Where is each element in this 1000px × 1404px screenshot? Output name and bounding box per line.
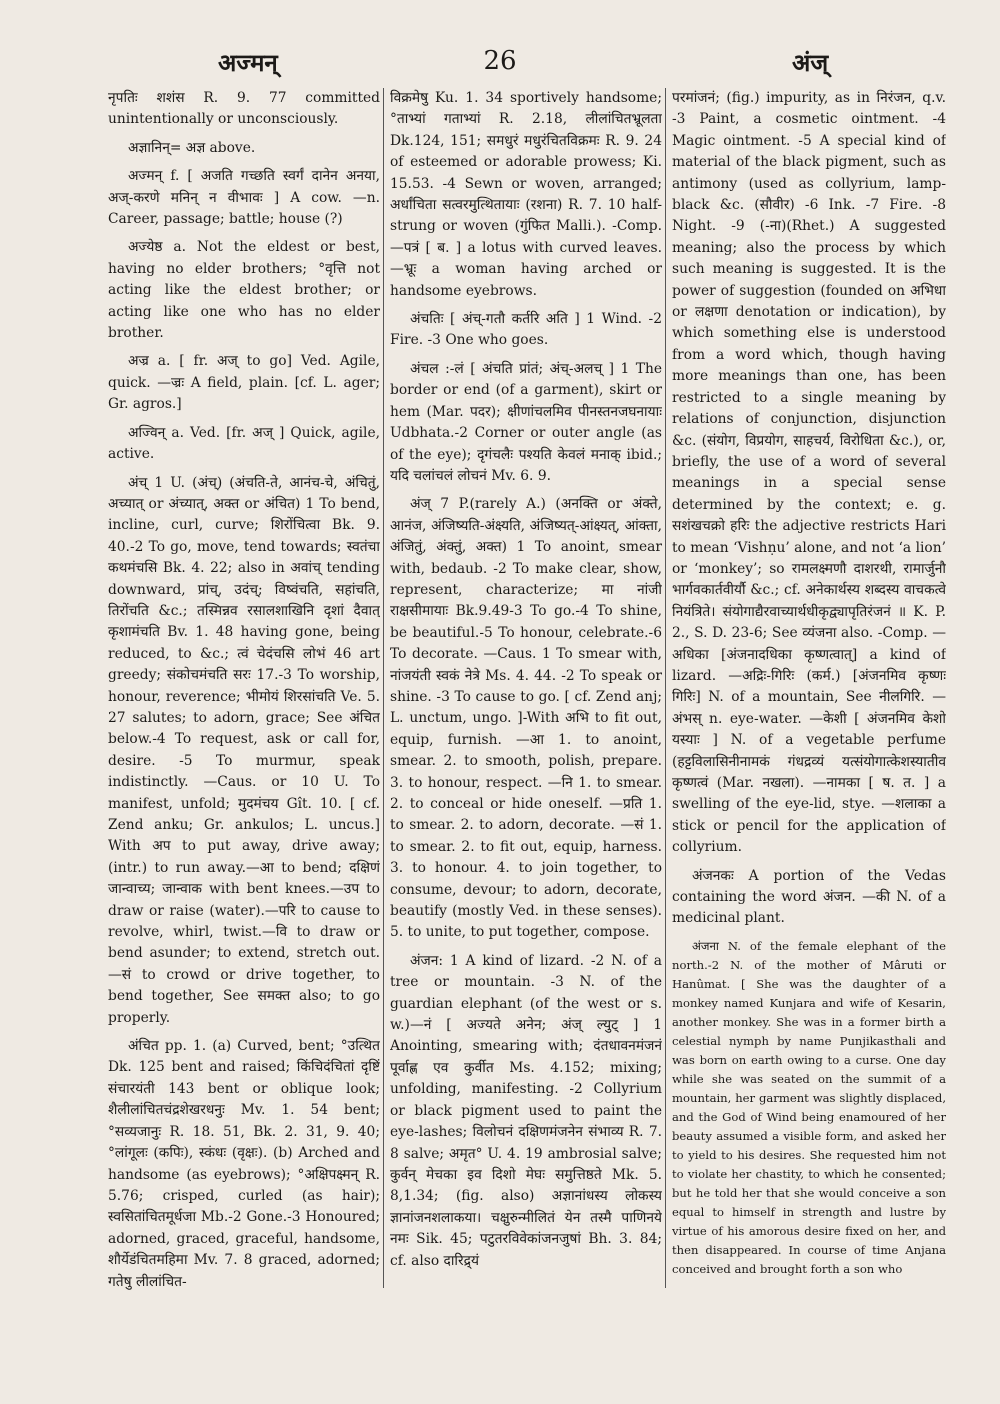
column-rule-left: [383, 88, 384, 1288]
dictionary-entry: अंजना N. of the female elephant of the north.-2 N. of the mother of Mâruti or Hanûmat. [ She was the daughter of a monkey named Kunjara and wife of Kesarin, another monkey. She was in a former birth a celestial nymph by name Punjikasthali and was born on earth owing to a curse. One day while she was seated on the summit of a mountain, her garment was slightly displaced, and the God of Wind being enamoured of her beauty assumed a visible form, and asked her to yield to his desires. She requested him not to violate her chastity, to which he consented; but he told her that she would conceive a son equal to himself in strength and lustre by virtue of his amorous desire fixed on her, and then disappeared. In course of time Anjana conceived and brought forth a son who: [672, 938, 946, 1276]
column-2: [390, 88, 662, 1328]
dictionary-entry: अज्ञानिन्= अज्ञ above.: [128, 139, 256, 156]
dictionary-entry: अज्विन् a. Ved. [fr. अज् ] Quick, agile, active.: [108, 424, 380, 463]
column-1: [108, 88, 380, 1328]
dictionary-entry: अज्मन् f. [ अजति गच्छति स्वर्गं दानेन अनया, अज्-करणे मनिन् न वीभावः ] A cow. —n. Career, passage; battle; house (?): [108, 168, 380, 228]
dictionary-entry: अंचित pp. 1. (a) Curved, bent; °उत्थित Dk. 125 bent and raised; किंचिदंचितां दृष्टिं संचारयंती 143 bent or oblique look; शैलीलांचितचंद्रशेखरधनुः Mv. 1. 54 bent; °सव्यजानुः R. 18. 51, Bk. 2. 31, 9. 40; °लांगूलः (कपिः), स्कंधः (वृक्षः). (b) Arched and handsome (as eyebrows); °अक्षिपक्ष्मन् R. 5.76; crisped, curled (as hair); स्वसितांचितमूर्धजा Mb.-2 Gone.-3 Honoured; adorned, graced, graceful, handsome, शौर्येडंचितमहिमा Mv. 7. 8 graced, adorned; गतेषु लीलांचित-: [108, 1038, 380, 1290]
dictionary-entry: अज्येष्ठ a. Not the eldest or best, having no elder brothers; °वृत्ति not acting like the eldest brother; or acting like one who has no elder brother.: [108, 239, 380, 342]
page-number: 26: [483, 46, 517, 76]
dictionary-entry: अंचल :-लं [ अंचति प्रांतं; अंच्-अलच् ] 1 The border or end (of a garment), skirt or hem (Mar. पदर); क्षीणांचलमिव पीनस्तनजघनायाः Udbhata.-2 Corner or outer angle (as of the eye); दृगंचलैः पश्यति केवलं मनाक् ibid.; यदि चलांचलं लोचनं Mv. 6. 9.: [390, 360, 662, 484]
dictionary-entry: विक्रमेषु Ku. 1. 34 sportively handsome; °ताभ्यां गताभ्यां R. 2.18, लीलांचितभ्रूलता Dk.124, 151; समधुरं मधुरंचितविक्रमः R. 9. 24 of esteemed or adorable prowess; Ki. 15.53. -4 Sewn or woven, arranged; अर्धांचिता सत्वरमुत्थितायाः (रशना) R. 7. 10 half-strung or woven (गुंफित Malli.). -Comp. —पत्रं [ ब. ] a lotus with curved leaves. —भ्रूः a woman having arched or handsome eyebrows.: [390, 90, 662, 299]
column-rule-right: [665, 88, 666, 1288]
dictionary-entry: अंज् 7 P.(rarely A.) (अनक्ति or अंक्ते, आनंज, अंजिष्यति-अंक्ष्यति, अंजिष्यत्-आंक्ष्यत्, आंक्ता, अंजितुं, अंक्तुं, अक्त) 1 To anoint, smear with, bedaub. -2 To make clear, show, represent, characterize; मा नांजी राक्षसीमायाः Bk.9.49-3 To go.-4 To shine, be beautiful.-5 To honour, celebrate.-6 To decorate. —Caus. 1 To smear with, नांजयंती स्वकं नेत्रे Ms. 4. 44. -2 To speak or shine. -3 To cause to go. [ cf. Zend anj; L. unctum, ungo. ]-With अभि to fit out, equip, furnish. —आ 1. to anoint, smear. 2. to smooth, polish, prepare. 3. to honour, respect. —नि 1. to smear. 2. to conceal or hide oneself. —प्रति 1. to smear. 2. to adorn, decorate. —सं 1. to smear. 2. to fit out, equip, harness. 3. to honour. 4. to join together, to consume, devour; to adorn, decorate, beautify (mostly Ved. in these senses). 5. to unite, to put together, compose.: [390, 496, 662, 941]
dictionary-entry: अंजन: 1 A kind of lizard. -2 N. of a tree or mountain. -3 N. of the guardian elephant (of the west or s. w.)—नं [ अज्यते अनेन; अंज् ल्युट् ] 1 Anointing, smearing with; दंतधावनमंजनं पूर्वाह्ण एव कुर्वीत Ms. 4.152; mixing; unfolding, manifesting. -2 Collyrium or black pigment used to paint the eye-lashes; विलोचनं दक्षिणमंजनेन संभाव्य R. 7. 8 salve; अमृत° U. 4. 19 ambrosial salve; कुर्वन् मेचका इव दिशो मेघः समुत्तिष्ठते Mk. 5. 8,1.34; (fig. also) अज्ञानांधस्य लोकस्य ज्ञानांजनशलाकया। चक्षुरुन्मीलितं येन तस्मै पाणिनये नमः Sik. 45; पटुतरविवेकांजनजुषां Bh. 3. 84; cf. also दारिद्र्यं: [390, 952, 662, 1269]
header-left-guide-word: अज्मन्: [218, 48, 278, 77]
dictionary-entry: अंचतिः [ अंच्-गतौ कर्तरि अति ] 1 Wind. -2 Fire. -3 One who goes.: [390, 311, 662, 349]
dictionary-entry: नृपतिः शशंस R. 9. 77 committed unintentionally or unconsciously.: [108, 90, 380, 128]
dictionary-entry: अज्र a. [ fr. अज् to go] Ved. Agile, quick. —ज्रः A field, plain. [cf. L. ager; Gr. agros.]: [108, 353, 380, 413]
column-3: [672, 88, 946, 1328]
dictionary-entry: परमांजनं; (fig.) impurity, as in निरंजन, q.v. -3 Paint, a cosmetic ointment. -4 Magic ointment. -5 A special kind of material of the black pigment, such as antimony (used as collyrium, lamp-black &c. (सौवीर) -6 Ink. -7 Fire. -8 Night. -9 (-ना)(Rhet.) A suggested meaning; also the process by which such meaning is suggested. It is the power of suggestion (founded on अभिधा or लक्षणा denotation or indication), by which something else is understood from a word which, though having more meanings than one, has been restricted to a single meaning by relations of conjunction, disjunction &c. (संयोग, विप्रयोग, साहचर्य, विरोधिता &c.), or, briefly, the use of a word of several meanings in a special sense determined by the context; e. g. सशंखचक्रो हरिः the adjective restricts Hari to mean ‘Vishṇu’ alone, and not ‘a lion’ or ‘monkey’; so रामलक्ष्मणौ दाशरथी, रामार्जुनौ भार्गवकार्तवीर्यौ &c.; cf. अनेकार्थस्य शब्दस्य वाचकत्वे नियंत्रिते। संयोगाद्यैरवाच्यार्थधीकृद्व्यापृतिरंजनं ॥ K. P. 2., S. D. 23-6; See व्यंजना also. -Comp. —अधिका [अंजनादधिका कृष्णत्वात्] a kind of lizard. —अद्रिः-गिरिः (कर्म.) [अंजनमिव कृष्णः गिरिः] N. of a mountain, See नीलगिरि. —अंभस् n. eye-water. —केशी [ अंजनमिव केशो यस्याः ] N. of a vegetable perfume (हट्टविलासिनीनामकं गंधद्रव्यं यत्संयोगात्केशस्यातीव कृष्णत्वं (Mar. नखला). —नामका [ ष. त. ] a swelling of the eye-lid, stye. —शलाका a stick or pencil for the application of collyrium.: [672, 90, 946, 856]
dictionary-entry: अंच् 1 U. (अंच्) (अंचति-ते, आनंच-चे, अंचितुं, अच्यात् or अंच्यात्, अक्त or अंचित) 1 To bend, incline, curl, curve; शिरोंचित्वा Bk. 9. 40.-2 To go, move, tend towards; स्वतंचा कथमंचसि Bk. 4. 22; also in अवांच् tending downward, प्रांच्, उदंच्; विष्वंचति, सहांचति, तिरोंचति &c.; तस्मिन्नव रसालशाखिनि दृशां दैवात् कृशामंचति Bv. 1. 48 having gone, being reduced, to &c.; त्वं चेदंचसि लोभं 46 art greedy; संकोचमंचति सरः 17.-3 To worship, honour, reverence; भीमोयं शिरसांचति Ve. 5. 27 salutes; to adorn, grace; See अंचित below.-4 To request, ask or call for, desire. -5 To murmur, speak indistinctly. —Caus. or 10 U. To manifest, unfold; मुदमंचय Gît. 10. [ cf. Zend anku; Gr. ankulos; L. uncus.] With अप to put away, drive away; (intr.) to run away.—आ to bend; दक्षिणं जान्वाच्य; जान्वाक with bent knees.—उप to draw or raise (water).—परि to cause to revolve, whirl, twist.—वि to draw or bend asunder; to extend, stretch out.—सं to crowd or drive together, to bend together, See समक्त also; to go properly.: [108, 474, 380, 1026]
dictionary-entry: अंजनकः A portion of the Vedas containing the word अंजन. —की N. of a medicinal plant.: [672, 867, 946, 927]
header-right-guide-word: अंज्: [792, 48, 829, 77]
